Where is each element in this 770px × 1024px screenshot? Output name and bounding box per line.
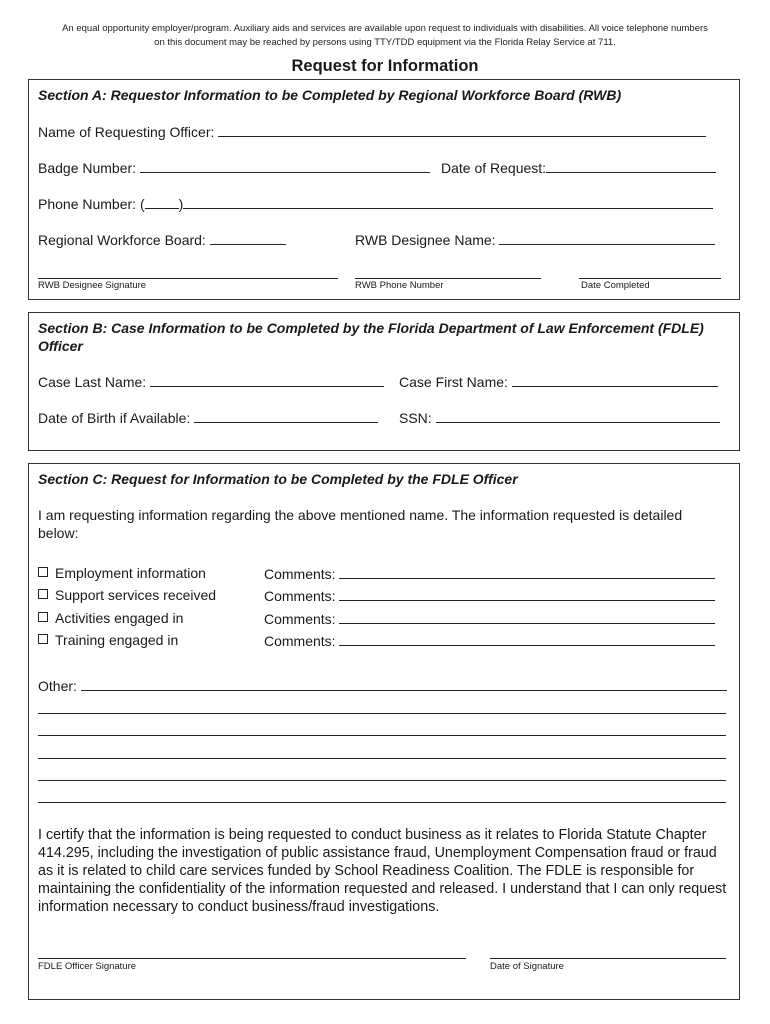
badge-number-row	[38, 158, 430, 177]
date-of-request-field[interactable]	[546, 158, 716, 173]
rwb-row	[38, 230, 286, 249]
employment-comments-label: Comments:	[264, 566, 336, 582]
training-label: Training engaged in	[55, 632, 179, 648]
certification-statement: I certify that the information is being requested to conduct business as it relates to Florida Statute Chapter 414.295, including the investigation of public assistance fraud, Unemployment Compensation fraud or fraud as it is related to child care services funded by School Readiness Coalition. The FDLE is responsible for maintaining the confidentiality of the information requested and released. I understand that I can only request information necessary to conduct business/fraud investigations.	[38, 827, 727, 915]
designee-row	[355, 230, 715, 249]
activities-comments-label: Comments:	[264, 611, 336, 627]
activities-comments-row	[264, 609, 715, 628]
ssn-row	[399, 408, 720, 427]
phone-number-label: Phone Number: (	[38, 196, 145, 212]
training-comments-label: Comments:	[264, 633, 336, 649]
date-of-request-label: Date of Request:	[441, 160, 547, 176]
employment-comments-row	[264, 564, 715, 583]
signature-date-caption: Date of Signature	[490, 961, 564, 972]
badge-number-label: Badge Number:	[38, 160, 137, 176]
employment-comments-field[interactable]	[339, 564, 715, 579]
training-checkbox[interactable]	[38, 634, 48, 644]
option-training[interactable]	[38, 631, 178, 649]
phone-paren: )	[178, 196, 184, 212]
section-a	[28, 79, 740, 300]
phone-number-field[interactable]	[183, 194, 713, 209]
other-line-3[interactable]	[38, 735, 726, 736]
support-comments-field[interactable]	[339, 586, 715, 601]
other-label: Other:	[38, 678, 77, 694]
activities-label: Activities engaged in	[55, 610, 184, 626]
employment-checkbox[interactable]	[38, 567, 48, 577]
date-of-request-row	[441, 158, 716, 177]
other-line-5[interactable]	[38, 780, 726, 781]
designee-label: RWB Designee Name:	[355, 232, 496, 248]
requesting-officer-row	[38, 122, 706, 141]
other-row	[38, 676, 727, 695]
officer-signature-caption: FDLE Officer Signature	[38, 961, 137, 972]
ssn-field[interactable]	[436, 408, 720, 423]
requesting-officer-label: Name of Requesting Officer:	[38, 124, 215, 140]
option-activities[interactable]	[38, 609, 183, 627]
rwb-label: Regional Workforce Board:	[38, 232, 206, 248]
date-completed-caption: Date Completed	[581, 280, 650, 291]
activities-checkbox[interactable]	[38, 612, 48, 622]
accessibility-notice: An equal opportunity employer/program. Auxiliary aids and services are available upon request to individuals with disabilities. All voice telephone numbers on this document may be reached by persons using TTY/TDD equipment via the Florida Relay Service at 711.	[62, 23, 708, 48]
section-c-heading: Section C: Request for Information to be Completed by the FDLE Officer	[38, 471, 518, 487]
dob-label: Date of Birth if Available:	[38, 410, 191, 426]
other-field[interactable]	[81, 676, 727, 691]
requesting-officer-field[interactable]	[218, 122, 706, 137]
rwb-phone-line[interactable]	[355, 278, 541, 279]
support-comments-label: Comments:	[264, 588, 336, 604]
dob-row	[38, 408, 378, 427]
designee-signature-line[interactable]	[38, 278, 338, 279]
rwb-phone-caption: RWB Phone Number	[355, 280, 444, 291]
signature-date-line[interactable]	[490, 958, 726, 959]
other-line-4[interactable]	[38, 758, 726, 759]
badge-number-field[interactable]	[140, 158, 430, 173]
support-comments-row	[264, 586, 715, 605]
other-line-6[interactable]	[38, 802, 726, 803]
phone-area-code-field[interactable]	[145, 194, 179, 209]
section-b-heading: Section B: Case Information to be Completed by the Florida Department of Law Enforcement (FDLE) Officer	[38, 320, 704, 354]
other-line-2[interactable]	[38, 713, 726, 714]
designee-field[interactable]	[499, 230, 715, 245]
designee-signature-caption: RWB Designee Signature	[38, 280, 147, 291]
case-first-name-row	[399, 372, 718, 391]
support-label: Support services received	[55, 587, 217, 603]
dob-field[interactable]	[194, 408, 378, 423]
rwb-field[interactable]	[210, 230, 286, 245]
training-comments-row	[264, 631, 715, 650]
phone-number-row	[38, 194, 713, 213]
activities-comments-field[interactable]	[339, 609, 715, 624]
request-intro: I am requesting information regarding the above mentioned name. The information requested is detailed below:	[38, 507, 683, 541]
section-a-heading: Section A: Requestor Information to be Completed by Regional Workforce Board (RWB)	[38, 87, 622, 103]
option-support[interactable]	[38, 586, 216, 604]
support-checkbox[interactable]	[38, 589, 48, 599]
ssn-label: SSN:	[399, 410, 432, 426]
case-last-name-field[interactable]	[150, 372, 384, 387]
officer-signature-line[interactable]	[38, 958, 466, 959]
page-title: Request for Information	[291, 57, 479, 75]
option-employment[interactable]	[38, 564, 206, 582]
case-first-name-field[interactable]	[512, 372, 718, 387]
section-b	[28, 312, 740, 451]
section-c	[28, 463, 740, 1000]
case-first-name-label: Case First Name:	[399, 374, 508, 390]
employment-label: Employment information	[55, 565, 206, 581]
training-comments-field[interactable]	[339, 631, 715, 646]
case-last-name-row	[38, 372, 384, 391]
date-completed-line[interactable]	[579, 278, 721, 279]
case-last-name-label: Case Last Name:	[38, 374, 147, 390]
